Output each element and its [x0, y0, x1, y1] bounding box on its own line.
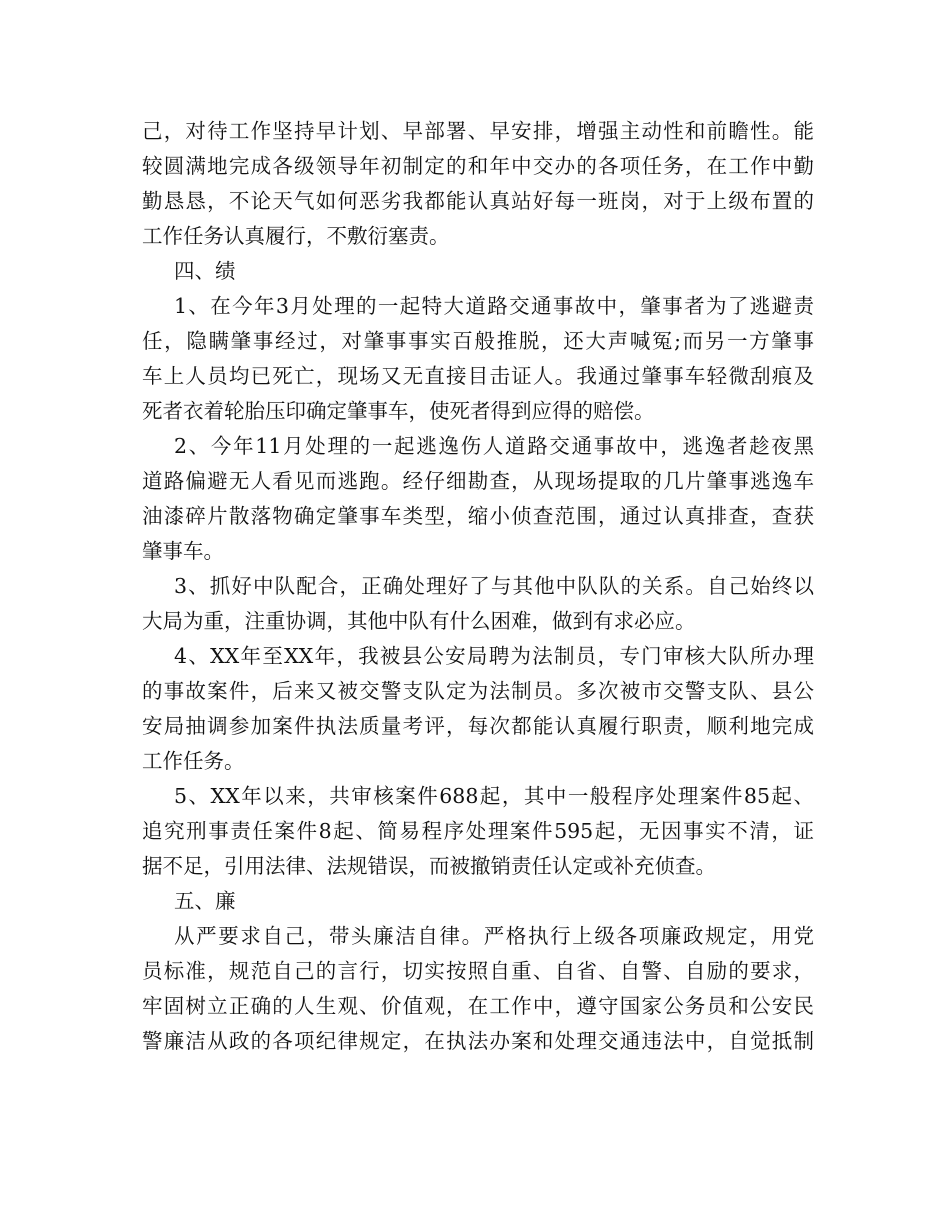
text-line: 大局为重，注重协调，其他中队有什么困难，做到有求必应。: [142, 609, 696, 633]
text-line: 工作任务。: [142, 749, 245, 773]
text-line: 4、XX年至XX年，我被县公安局聘为法制员，专门审核大队所办理: [174, 644, 814, 668]
text-line: 油漆碎片散落物确定肇事车类型，缩小侦查范围，通过认真排查，查获: [142, 504, 814, 528]
text-line: 警廉洁从政的各项纪律规定，在执法办案和处理交通违法中，自觉抵制: [142, 1029, 814, 1053]
text-line: 道路偏避无人看见而逃跑。经仔细勘查，从现场提取的几片肇事逃逸车: [142, 469, 814, 493]
text-line: 3、抓好中队配合，正确处理好了与其他中队队的关系。自己始终以: [174, 574, 814, 598]
text-line: 工作任务认真履行，不敷衍塞责。: [142, 224, 450, 248]
text-line: 车上人员均已死亡，现场又无直接目击证人。我通过肇事车轻微刮痕及: [142, 364, 814, 388]
text-line: 从严要求自己，带头廉洁自律。严格执行上级各项廉政规定，用党: [174, 924, 814, 948]
text-line: 己，对待工作坚持早计划、早部署、早安排，增强主动性和前瞻性。能: [142, 119, 814, 143]
text-line: 据不足，引用法律、法规错误，而被撤销责任认定或补充侦查。: [142, 854, 716, 878]
text-line: 四、绩: [174, 259, 236, 283]
text-line: 勤恳恳，不论天气如何恶劣我都能认真站好每一班岗，对于上级布置的: [142, 189, 814, 213]
document-body: [142, 114, 814, 1059]
text-line: 1、在今年3月处理的一起特大道路交通事故中，肇事者为了逃避责: [174, 294, 814, 318]
text-line: 员标准，规范自己的言行，切实按照自重、自省、自警、自励的要求，: [142, 959, 814, 983]
text-line: 追究刑事责任案件8起、简易程序处理案件595起，无因事实不清，证: [142, 819, 814, 843]
text-line: 的事故案件，后来又被交警支队定为法制员。多次被市交警支队、县公: [142, 679, 814, 703]
text-line: 任，隐瞒肇事经过，对肇事事实百般推脱，还大声喊冤;而另一方肇事: [142, 329, 814, 353]
text-line: 五、廉: [174, 889, 236, 913]
text-line: 5、XX年以来，共审核案件688起，其中一般程序处理案件85起、: [174, 784, 814, 808]
text-line: 肇事车。: [142, 539, 224, 563]
text-line: 牢固树立正确的人生观、价值观，在工作中，遵守国家公务员和公安民: [142, 994, 814, 1018]
text-line: 安局抽调参加案件执法质量考评，每次都能认真履行职责，顺利地完成: [142, 714, 814, 738]
text-line: 2、今年11月处理的一起逃逸伤人道路交通事故中，逃逸者趁夜黑: [174, 434, 814, 458]
text-line: 较圆满地完成各级领导年初制定的和年中交办的各项任务，在工作中勤: [142, 154, 814, 178]
text-line: 死者衣着轮胎压印确定肇事车，使死者得到应得的赔偿。: [142, 399, 655, 423]
